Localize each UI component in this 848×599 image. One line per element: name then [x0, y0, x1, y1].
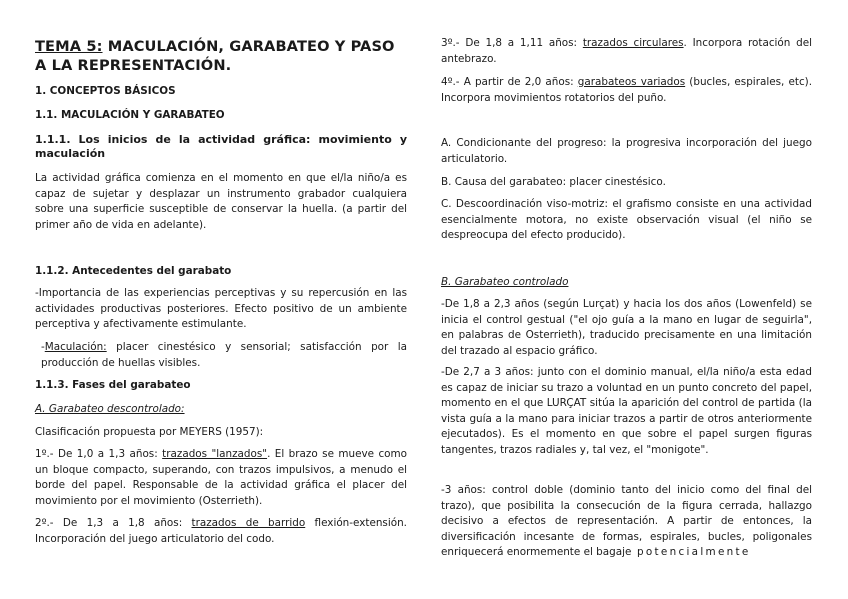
maculacion-dash: - [41, 341, 45, 353]
title-rest: MACULACIÓN, GARABATEO Y PASO A LA REPRESENTACIÓN. [35, 38, 395, 74]
heading-antecedentes: 1.1.2. Antecedentes del garabato [35, 265, 232, 277]
heading-fases: 1.1.3. Fases del garabateo [35, 379, 191, 391]
paragraph-control-doble [441, 483, 812, 561]
maculacion-text: placer cinestésico y sensorial; satisfacción por la producción de huellas visibles. [41, 341, 407, 369]
paragraph-fase-3 [441, 36, 812, 67]
paragraph-fase-4 [441, 75, 812, 106]
fase-3-text: . Incorpora rotación del antebrazo. [441, 37, 812, 65]
paragraph-fase-2 [35, 516, 407, 547]
paragraph-fase-1 [35, 447, 407, 509]
fase-4-prefix: 4º.- A partir de 2,0 años: [441, 76, 578, 88]
heading-inicios: 1.1.1. Los inicios de la actividad gráfica: movimiento y maculación [35, 133, 407, 160]
paragraph-antecedentes: -Importancia de las experiencias perceptivas y su repercusión en las actividades productivas posteriores. Efecto positivo de un ambiente perceptiva y afectivamente estimulante. [35, 287, 407, 330]
fase-1-prefix: 1º.- De 1,0 a 1,3 años: [35, 448, 163, 460]
maculacion-term: Maculación: [44, 341, 107, 353]
paragraph-inicios: La actividad gráfica comienza en el momento en que el/la niño/a es capaz de sujetar y desplazar un instrumento grabador cualquiera sobre una superficie susceptible de conservar la huella. (a partir del primer año de vida en adelante). [35, 172, 407, 231]
fase-2-prefix: 2º.- De 1,3 a 1,8 años: [35, 517, 192, 529]
control-doble-text: -3 años: control doble (dominio tanto del inicio como del final del trazo), que posibilita la consecución de la figura cerrada, hallazgo decisivo a efectos de representación. A partir de entonces, la diversificación incesante de formas, espirales, bucles, poligonales enriquecerá enormemente el bagaje [441, 484, 812, 558]
fase-2-text: flexión-extensión. Incorporación del juego articulatorio del codo. [35, 517, 407, 545]
subheading-controlado [441, 275, 812, 291]
fase-3-term: trazados circulares [582, 37, 684, 49]
fase-1-text: . El brazo se mueve como un bloque compacto, superando, con trazos impulsivos, a menudo el borde del papel. Responsable de la actividad gráfica el placer del movimiento por el movimiento (Osterrieth). [35, 448, 408, 507]
heading-maculacion-garabateo: 1.1. MACULACIÓN Y GARABATEO [35, 109, 225, 121]
paragraph-descoordinacion: C. Descoordinación viso-motriz: el grafismo consiste en una actividad esencialmente motora, no existe observación visual (el niño se despreocupa del efecto producido). [441, 198, 812, 241]
heading-conceptos-basicos: 1. CONCEPTOS BÁSICOS [35, 85, 176, 97]
subheading-descontrolado [35, 402, 407, 418]
subheading-controlado-text: B. Garabateo controlado [441, 276, 569, 288]
page-title [35, 37, 407, 75]
paragraph-maculacion [35, 340, 407, 371]
fase-3-prefix: 3º.- De 1,8 a 1,11 años: [441, 37, 583, 49]
paragraph-causa: B. Causa del garabateo: placer cinestésico. [441, 176, 666, 188]
paragraph-clasificacion: Clasificación propuesta por MEYERS (1957): [35, 426, 264, 438]
fase-4-text: (bucles, espirales, etc). Incorpora movimientos rotatorios del puño. [441, 76, 813, 104]
control-doble-last-word: potencialmente [631, 546, 751, 558]
title-prefix: TEMA 5: [35, 38, 103, 55]
fase-2-term: trazados de barrido [191, 517, 306, 529]
fase-1-term: trazados "lanzados" [162, 448, 268, 460]
fase-4-term: garabateos variados [577, 76, 686, 88]
paragraph-condicionante: A. Condicionante del progreso: la progresiva incorporación del juego articulatorio. [441, 137, 812, 165]
paragraph-control-partida: -De 2,7 a 3 años: junto con el dominio manual, el/la niño/a esta edad es capaz de iniciar su trazo a voluntad en un punto concreto del papel, momento en el que LURÇAT sitúa la aparición del control de partida (la vista guía a la mano para iniciar trazos a partir de otros anteriormente ejecutados). Es el momento en que sobre el papel surgen figuras tangentes, trazos radiales y, tal vez, el "monigote". [441, 366, 812, 456]
paragraph-control-gestual: -De 1,8 a 2,3 años (según Lurçat) y hacia los dos años (Lowenfeld) se inicia el control gestual ("el ojo guía a la mano en lugar de seguirla", en palabras de Osterrieth), traducido precisamente en una limitación del trazado al espacio gráfico. [441, 298, 812, 357]
subheading-descontrolado-text: A. Garabateo descontrolado: [35, 403, 185, 415]
